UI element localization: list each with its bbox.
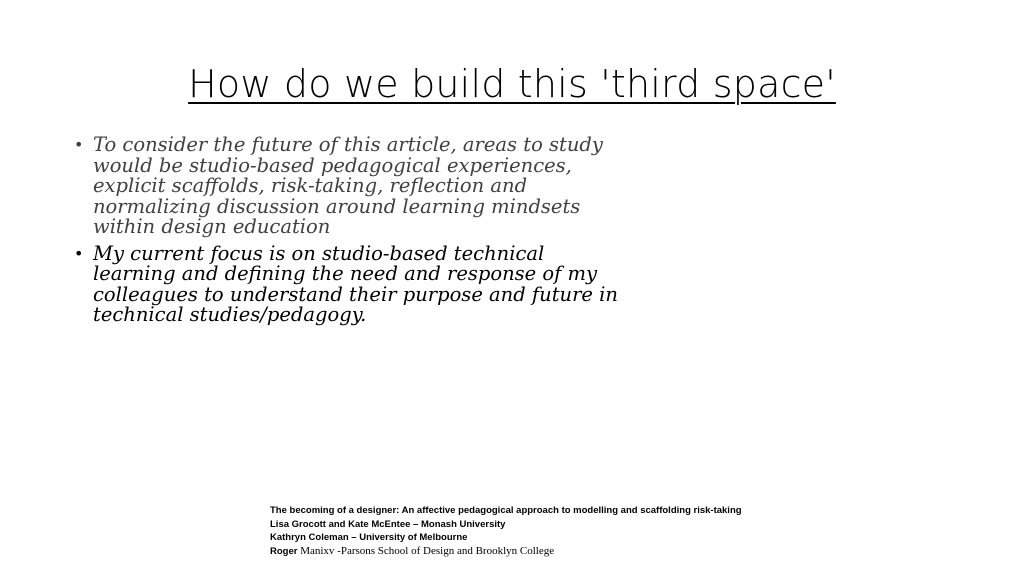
citation-authors-monash: Lisa Grocott and Kate McEntee – Monash University: [270, 518, 506, 530]
bullet-marker: •: [74, 135, 84, 154]
citation-author-parsons: [270, 545, 870, 559]
bullet-text-line: within design education: [93, 215, 331, 238]
bullet-text-line: normalizing discussion around learning mindsets: [93, 194, 581, 218]
bullet-text-line: explicit scaffolds, risk-taking, reflection and: [93, 174, 528, 197]
citation-title: The becoming of a designer: An affective pedagogical approach to modelling and scaffolding risk-taking: [270, 505, 742, 516]
bullet-text-line: My current focus is on studio-based technical: [93, 241, 545, 265]
citation-author-melbourne: Kathryn Coleman – University of Melbourne: [270, 532, 468, 543]
bullet-item-current-focus: [74, 241, 618, 326]
bullet-text-line: To consider the future of this article, areas to study: [93, 133, 603, 156]
bullet-marker: •: [74, 243, 84, 263]
bullet-text-line: would be studio-based pedagogical experiences,: [93, 153, 572, 177]
bullet-list: [74, 133, 618, 332]
citation-block: [270, 504, 870, 558]
slide-title-text: How do we build this 'third space': [188, 62, 836, 106]
bullet-text-line: technical studies/pedagogy.: [93, 303, 367, 326]
bullet-text-line: colleagues to understand their purpose and future in: [93, 282, 618, 306]
bullet-text-line: learning and defining the need and response of my: [93, 262, 598, 285]
bullet-item-future-study: [74, 135, 614, 238]
citation-author-affiliation: Manixv -Parsons School of Design and Brooklyn College: [297, 544, 555, 557]
slide-title: [0, 60, 1024, 108]
citation-author-first-name: Roger: [270, 545, 298, 557]
